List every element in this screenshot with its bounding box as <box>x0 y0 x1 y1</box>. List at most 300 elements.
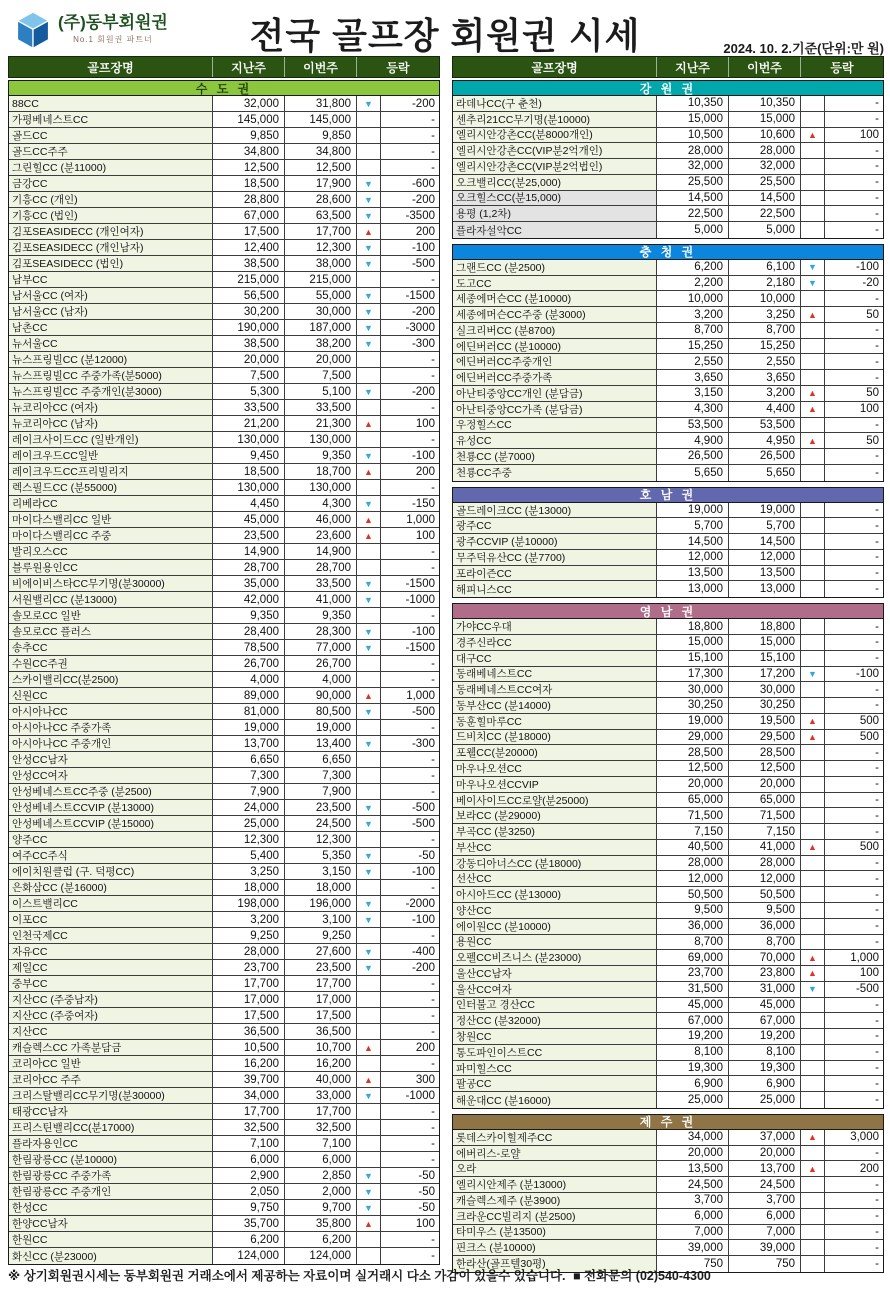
change-value: - <box>825 777 883 792</box>
down-arrow-icon: ▼ <box>357 912 381 927</box>
change-value: - <box>825 550 883 565</box>
last-week-price: 17,500 <box>213 1008 285 1023</box>
change-value: - <box>825 339 883 354</box>
this-week-price: 17,700 <box>285 1104 357 1119</box>
change-arrow-cell <box>357 1248 381 1264</box>
this-week-price: 32,000 <box>729 159 801 174</box>
course-name: 리베라CC <box>9 496 213 511</box>
last-week-price: 10,350 <box>657 96 729 111</box>
table-row <box>453 777 883 793</box>
course-name: 마이다스밸리CC 주중 <box>9 528 213 543</box>
table-row <box>453 206 883 222</box>
table-row <box>453 402 883 418</box>
change-arrow-cell <box>801 745 825 760</box>
change-arrow-cell <box>801 1225 825 1240</box>
table-row <box>9 512 439 528</box>
last-week-price: 89,000 <box>213 688 285 703</box>
change-value: -100 <box>381 912 439 927</box>
course-name: 세종에머슨CC주중 (분3000) <box>453 307 657 322</box>
table-row <box>9 1248 439 1264</box>
table-row <box>9 1200 439 1216</box>
change-arrow-cell <box>357 832 381 847</box>
last-week-price: 130,000 <box>213 432 285 447</box>
course-name: 레이크사이드CC (일반개인) <box>9 432 213 447</box>
change-value: - <box>825 96 883 111</box>
last-week-price: 7,000 <box>657 1225 729 1240</box>
course-name: 캐슬렉스CC 가족분담금 <box>9 1040 213 1055</box>
table-row <box>9 320 439 336</box>
change-value: - <box>381 1024 439 1039</box>
last-week-price: 35,000 <box>213 576 285 591</box>
this-week-price: 10,350 <box>729 96 801 111</box>
change-value: -200 <box>381 960 439 975</box>
this-week-price: 16,200 <box>285 1056 357 1071</box>
table-row <box>453 159 883 175</box>
down-arrow-icon: ▼ <box>357 624 381 639</box>
table-row <box>453 1161 883 1177</box>
this-week-price: 28,600 <box>285 192 357 207</box>
this-week-price: 12,300 <box>285 832 357 847</box>
last-week-price: 28,000 <box>657 856 729 871</box>
course-name: 지산CC (주중여자) <box>9 1008 213 1023</box>
this-week-price: 196,000 <box>285 896 357 911</box>
change-value: - <box>381 720 439 735</box>
course-name: 아난티중앙CC가족 (분담금) <box>453 402 657 417</box>
this-week-price: 13,000 <box>729 581 801 597</box>
this-week-price: 14,900 <box>285 544 357 559</box>
up-arrow-icon: ▲ <box>801 714 825 729</box>
change-arrow-cell <box>357 352 381 367</box>
this-week-price: 27,600 <box>285 944 357 959</box>
this-week-price: 28,000 <box>729 856 801 871</box>
table-row <box>9 1040 439 1056</box>
table-row <box>453 998 883 1014</box>
course-name: 골드CC주주 <box>9 144 213 159</box>
this-week-price: 71,500 <box>729 808 801 823</box>
change-value: - <box>381 544 439 559</box>
column-header-course-name: 골프장명 <box>453 57 657 77</box>
change-value: - <box>825 871 883 886</box>
this-week-price: 6,100 <box>729 260 801 275</box>
last-week-price: 5,400 <box>213 848 285 863</box>
last-week-price: 2,050 <box>213 1184 285 1199</box>
change-arrow-cell <box>801 1177 825 1192</box>
change-value: 200 <box>381 224 439 239</box>
this-week-price: 26,700 <box>285 656 357 671</box>
region-section <box>452 487 884 599</box>
down-arrow-icon: ▼ <box>357 1088 381 1103</box>
this-week-price: 31,000 <box>729 982 801 997</box>
table-row <box>9 256 439 272</box>
last-week-price: 18,500 <box>213 176 285 191</box>
this-week-price: 10,000 <box>729 291 801 306</box>
column-header-course-name: 골프장명 <box>9 57 213 77</box>
this-week-price: 130,000 <box>285 480 357 495</box>
this-week-price: 7,900 <box>285 784 357 799</box>
up-arrow-icon: ▲ <box>801 1161 825 1176</box>
course-name: 크라운CC빌리지 (분2500) <box>453 1209 657 1224</box>
change-value: - <box>381 672 439 687</box>
course-name: 수원CC주권 <box>9 656 213 671</box>
this-week-price: 39,000 <box>729 1240 801 1255</box>
course-name: 신원CC <box>9 688 213 703</box>
change-value: -1500 <box>381 288 439 303</box>
this-week-price: 5,650 <box>729 465 801 481</box>
change-value: 100 <box>825 402 883 417</box>
course-name: 뉴코리아CC (남자) <box>9 416 213 431</box>
change-value: - <box>825 1146 883 1161</box>
course-name: 여주CC주식 <box>9 848 213 863</box>
change-arrow-cell <box>801 222 825 238</box>
this-week-price: 14,500 <box>729 191 801 206</box>
down-arrow-icon: ▼ <box>357 576 381 591</box>
down-arrow-icon: ▼ <box>357 848 381 863</box>
change-value: - <box>825 159 883 174</box>
last-week-price: 69,000 <box>657 950 729 965</box>
change-value: - <box>381 1056 439 1071</box>
course-name: 에이원CC (분10000) <box>453 919 657 934</box>
change-value: 500 <box>825 730 883 745</box>
this-week-price: 9,350 <box>285 448 357 463</box>
table-row <box>9 544 439 560</box>
course-name: 한양CC남자 <box>9 1216 213 1231</box>
this-week-price: 4,300 <box>285 496 357 511</box>
course-name: 동래베네스트CC <box>453 667 657 682</box>
change-arrow-cell <box>357 656 381 671</box>
last-week-price: 6,900 <box>657 1076 729 1091</box>
course-name: 가야CC우대 <box>453 619 657 634</box>
course-name: 남서울CC (남자) <box>9 304 213 319</box>
change-arrow-cell <box>357 560 381 575</box>
this-week-price: 36,500 <box>285 1024 357 1039</box>
table-row <box>9 640 439 656</box>
change-arrow-cell <box>801 919 825 934</box>
last-week-price: 18,800 <box>657 619 729 634</box>
change-value: - <box>825 175 883 190</box>
course-name: 지산CC (주중남자) <box>9 992 213 1007</box>
table-row <box>453 1029 883 1045</box>
last-week-price: 26,700 <box>213 656 285 671</box>
course-name: 코리아CC 일반 <box>9 1056 213 1071</box>
table-row <box>9 352 439 368</box>
course-name: 통도파인이스트CC <box>453 1045 657 1060</box>
this-week-price: 20,000 <box>729 777 801 792</box>
table-row <box>9 1072 439 1088</box>
course-name: 프리스틴밸리CC(분17000) <box>9 1120 213 1135</box>
down-arrow-icon: ▼ <box>357 256 381 271</box>
change-arrow-cell <box>357 432 381 447</box>
course-name: 강동디아너스CC (분18000) <box>453 856 657 871</box>
course-name: 자유CC <box>9 944 213 959</box>
change-arrow-cell <box>357 1104 381 1119</box>
course-name: 한원CC <box>9 1232 213 1247</box>
down-arrow-icon: ▼ <box>801 276 825 291</box>
change-value: - <box>825 566 883 581</box>
change-value: - <box>825 370 883 385</box>
course-name: 코리아CC 주주 <box>9 1072 213 1087</box>
change-value: - <box>381 976 439 991</box>
change-value: - <box>381 160 439 175</box>
table-row <box>9 368 439 384</box>
this-week-price: 750 <box>729 1256 801 1272</box>
table-row <box>9 304 439 320</box>
last-week-price: 38,500 <box>213 256 285 271</box>
down-arrow-icon: ▼ <box>357 176 381 191</box>
table-row <box>9 1216 439 1232</box>
table-row <box>453 698 883 714</box>
change-arrow-cell <box>801 887 825 902</box>
change-value: - <box>825 534 883 549</box>
change-value: - <box>381 432 439 447</box>
change-arrow-cell <box>357 976 381 991</box>
change-arrow-cell <box>801 635 825 650</box>
up-arrow-icon: ▲ <box>357 1072 381 1087</box>
change-value: 200 <box>381 1040 439 1055</box>
table-row <box>453 581 883 597</box>
table-row <box>9 832 439 848</box>
change-value: - <box>825 222 883 238</box>
this-week-price: 187,000 <box>285 320 357 335</box>
down-arrow-icon: ▼ <box>357 704 381 719</box>
change-value: - <box>825 323 883 338</box>
change-value: - <box>825 919 883 934</box>
change-value: - <box>825 745 883 760</box>
this-week-price: 17,200 <box>729 667 801 682</box>
change-value: - <box>381 784 439 799</box>
course-name: 아시아나CC 주중개인 <box>9 736 213 751</box>
last-week-price: 6,000 <box>657 1209 729 1224</box>
change-value: - <box>825 635 883 650</box>
last-week-price: 18,500 <box>213 464 285 479</box>
change-value: 500 <box>825 714 883 729</box>
last-week-price: 38,500 <box>213 336 285 351</box>
last-week-price: 17,700 <box>213 1104 285 1119</box>
this-week-price: 13,700 <box>729 1161 801 1176</box>
change-value: 1,000 <box>825 950 883 965</box>
course-name: 포라이즌CC <box>453 566 657 581</box>
course-name: 용원CC <box>453 935 657 950</box>
change-value: -500 <box>381 816 439 831</box>
last-week-price: 13,500 <box>657 566 729 581</box>
table-row <box>9 240 439 256</box>
change-arrow-cell <box>801 1209 825 1224</box>
last-week-price: 45,000 <box>657 998 729 1013</box>
down-arrow-icon: ▼ <box>357 288 381 303</box>
course-name: 대구CC <box>453 651 657 666</box>
last-week-price: 17,300 <box>657 667 729 682</box>
table-row <box>453 840 883 856</box>
course-name: 동래베네스트CC여자 <box>453 682 657 697</box>
change-value: -20 <box>825 276 883 291</box>
course-name: 금강CC <box>9 176 213 191</box>
this-week-price: 65,000 <box>729 793 801 808</box>
up-arrow-icon: ▲ <box>357 464 381 479</box>
change-value: - <box>381 560 439 575</box>
course-name: 엘리시안강촌CC(VIP분2억법인) <box>453 159 657 174</box>
this-week-price: 23,500 <box>285 800 357 815</box>
course-name: 오라 <box>453 1161 657 1176</box>
table-row <box>453 824 883 840</box>
change-value: - <box>381 656 439 671</box>
table-row <box>453 276 883 292</box>
course-name: 천룡CC주중 <box>453 465 657 481</box>
course-name: 천룡CC (분7000) <box>453 449 657 464</box>
down-arrow-icon: ▼ <box>801 982 825 997</box>
table-row <box>9 1168 439 1184</box>
course-name: 렉스필드CC (분55000) <box>9 480 213 495</box>
page-footer <box>8 1266 888 1284</box>
table-row <box>9 896 439 912</box>
change-value: 500 <box>825 840 883 855</box>
table-row <box>453 1225 883 1241</box>
course-name: 레이크우드CC프리빌리지 <box>9 464 213 479</box>
this-week-price: 15,100 <box>729 651 801 666</box>
this-week-price: 33,500 <box>285 400 357 415</box>
change-value: - <box>825 518 883 533</box>
course-name: 이포CC <box>9 912 213 927</box>
table-row <box>453 1013 883 1029</box>
table-row <box>9 496 439 512</box>
table-row <box>453 323 883 339</box>
last-week-price: 28,800 <box>213 192 285 207</box>
up-arrow-icon: ▲ <box>357 416 381 431</box>
last-week-price: 19,000 <box>213 720 285 735</box>
change-value: -400 <box>381 944 439 959</box>
this-week-price: 45,000 <box>729 998 801 1013</box>
this-week-price: 20,000 <box>729 1146 801 1161</box>
this-week-price: 23,500 <box>285 960 357 975</box>
course-name: 해피니스CC <box>453 581 657 597</box>
down-arrow-icon: ▼ <box>357 592 381 607</box>
change-value: -150 <box>381 496 439 511</box>
this-week-price: 8,700 <box>729 323 801 338</box>
this-week-price: 29,500 <box>729 730 801 745</box>
down-arrow-icon: ▼ <box>357 496 381 511</box>
down-arrow-icon: ▼ <box>801 260 825 275</box>
this-week-price: 12,500 <box>729 761 801 776</box>
course-name: 핀크스 (분10000) <box>453 1240 657 1255</box>
last-week-price: 10,000 <box>657 291 729 306</box>
this-week-price: 15,000 <box>729 112 801 127</box>
course-name: 레이크우드CC일반 <box>9 448 213 463</box>
table-row <box>9 928 439 944</box>
table-row <box>9 272 439 288</box>
this-week-price: 9,700 <box>285 1200 357 1215</box>
last-week-price: 12,400 <box>213 240 285 255</box>
table-row <box>453 730 883 746</box>
last-week-price: 23,700 <box>213 960 285 975</box>
this-week-price: 12,000 <box>729 550 801 565</box>
course-name: 이스트밸리CC <box>9 896 213 911</box>
last-week-price: 20,000 <box>213 352 285 367</box>
this-week-price: 17,700 <box>285 976 357 991</box>
table-row <box>453 1045 883 1061</box>
course-name: 양주CC <box>9 832 213 847</box>
last-week-price: 28,000 <box>213 944 285 959</box>
this-week-price: 30,000 <box>729 682 801 697</box>
change-value: - <box>825 1256 883 1272</box>
course-name: 중부CC <box>9 976 213 991</box>
course-name: 라데나CC(구 춘천) <box>453 96 657 111</box>
left-price-table <box>8 56 440 1265</box>
this-week-price: 7,150 <box>729 824 801 839</box>
change-arrow-cell <box>801 1193 825 1208</box>
change-value: - <box>825 112 883 127</box>
this-week-price: 46,000 <box>285 512 357 527</box>
this-week-price: 53,500 <box>729 418 801 433</box>
up-arrow-icon: ▲ <box>801 966 825 981</box>
last-week-price: 13,700 <box>213 736 285 751</box>
change-value: -1500 <box>381 640 439 655</box>
this-week-price: 8,100 <box>729 1045 801 1060</box>
this-week-price: 14,500 <box>729 534 801 549</box>
table-row <box>9 576 439 592</box>
last-week-price: 15,000 <box>657 112 729 127</box>
this-week-price: 17,500 <box>285 1008 357 1023</box>
last-week-price: 13,500 <box>657 1161 729 1176</box>
course-name: 크리스탈밸리CC무기명(분30000) <box>9 1088 213 1103</box>
this-week-price: 8,700 <box>729 935 801 950</box>
change-value: - <box>825 1193 883 1208</box>
change-arrow-cell <box>801 651 825 666</box>
change-value: - <box>825 1209 883 1224</box>
this-week-price: 25,000 <box>729 1092 801 1108</box>
column-header-change: 등락 <box>830 60 854 75</box>
change-value: - <box>825 1076 883 1091</box>
table-row <box>453 982 883 998</box>
course-name: 아시아드CC (분13000) <box>453 887 657 902</box>
change-arrow-cell <box>801 581 825 597</box>
last-week-price: 42,000 <box>213 592 285 607</box>
course-name: 용평 (1,2차) <box>453 206 657 221</box>
this-week-price: 215,000 <box>285 272 357 287</box>
this-week-price: 3,150 <box>285 864 357 879</box>
course-name: 지산CC <box>9 1024 213 1039</box>
last-week-price: 7,300 <box>213 768 285 783</box>
change-value: - <box>825 354 883 369</box>
down-arrow-icon: ▼ <box>357 864 381 879</box>
this-week-price: 28,700 <box>285 560 357 575</box>
change-arrow-cell <box>801 518 825 533</box>
last-week-price: 65,000 <box>657 793 729 808</box>
this-week-price: 34,800 <box>285 144 357 159</box>
change-value: -200 <box>381 96 439 111</box>
change-value: -50 <box>381 848 439 863</box>
change-value: - <box>381 1152 439 1167</box>
this-week-price: 15,250 <box>729 339 801 354</box>
table-row <box>9 768 439 784</box>
last-week-price: 4,300 <box>657 402 729 417</box>
up-arrow-icon: ▲ <box>357 1216 381 1231</box>
course-name: 한림광릉CC 주중개인 <box>9 1184 213 1199</box>
change-arrow-cell <box>801 1146 825 1161</box>
last-week-price: 6,000 <box>213 1152 285 1167</box>
this-week-price: 12,500 <box>285 160 357 175</box>
last-week-price: 3,650 <box>657 370 729 385</box>
last-week-price: 22,500 <box>657 206 729 221</box>
course-name: 세종에머슨CC (분10000) <box>453 291 657 306</box>
course-name: 에딘버러CC주중개인 <box>453 354 657 369</box>
change-value: - <box>381 368 439 383</box>
last-week-price: 14,900 <box>213 544 285 559</box>
change-arrow-cell <box>357 784 381 799</box>
this-week-price: 3,200 <box>729 386 801 401</box>
last-week-price: 32,000 <box>657 159 729 174</box>
table-row <box>453 370 883 386</box>
change-value: - <box>381 1008 439 1023</box>
course-name: 한라산(골프텔30평) <box>453 1256 657 1272</box>
table-row <box>9 1056 439 1072</box>
